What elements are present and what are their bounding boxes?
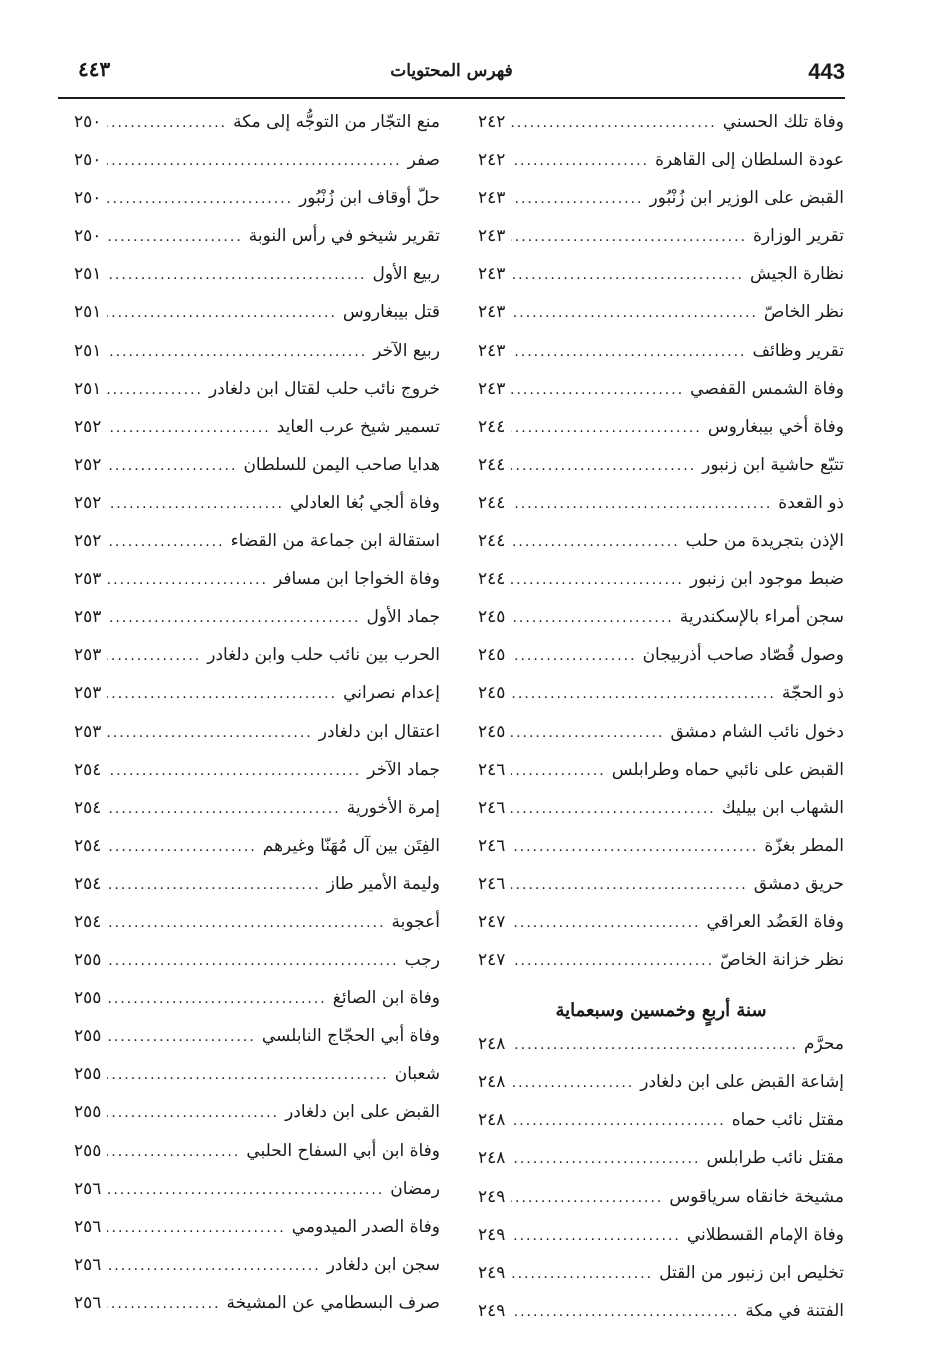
toc-entry [74,341,440,379]
dot-leader [107,572,268,588]
entry-page-number: ٢٤٤ [478,492,506,513]
dot-leader [511,344,746,360]
dot-leader [107,648,201,664]
toc-entry [478,1301,844,1339]
toc-entry [478,341,844,379]
dot-leader [107,305,337,321]
entry-title: تخليص ابن زنبور من القتل [659,1262,844,1283]
toc-entry [74,112,440,150]
entry-page-number: ٢٥٤ [74,873,102,894]
entry-page-number: ٢٤٤ [478,416,506,437]
entry-title: المطر بغزّة [764,835,844,856]
dot-leader [511,1037,798,1053]
toc-entry [74,1255,440,1293]
entry-title: مقتل نائب حماه [731,1110,844,1131]
entry-page-number: ٢٥٥ [74,1064,102,1085]
entry-page-number: ٢٤٢ [478,112,506,132]
entry-page-number: ٢٤٦ [478,797,506,818]
dot-leader [107,153,401,169]
toc-entry [74,760,440,798]
dot-leader [511,1190,663,1206]
toc-entry [74,645,440,683]
entry-title: القبض على ابن دلغادر [285,1102,440,1123]
dot-leader [511,534,679,550]
entry-page-number: ٢٥٣ [74,569,102,590]
entry-title: منع التجّار من التوجُّه إلى مكة [233,112,440,132]
entry-title: وفاة أخي بيبغاروس [707,416,844,437]
entry-title: الفتنة في مكة [745,1300,844,1321]
entry-title: وفاة الشمس القفصي [690,378,844,399]
toc-entry [478,569,844,607]
dot-leader [107,1067,388,1083]
entry-page-number: ٢٤٣ [478,264,506,285]
entry-page-number: ٢٥٠ [74,226,102,247]
entry-title: نظارة الجيش [749,264,844,285]
toc-entry [478,417,844,455]
toc-entry [74,1293,440,1331]
entry-title: وفاة العَضُد العراقي [706,911,844,932]
toc-entry [74,188,440,226]
entry-page-number: ٢٥٥ [74,1102,102,1123]
dot-leader [511,801,715,817]
entry-title: جماد الآخر [367,759,440,780]
entry-title: قتل بيبغاروس [342,302,440,323]
entry-page-number: ٢٥٤ [74,759,102,780]
entry-page-number: ٢٥٥ [74,950,102,971]
toc-entry [478,531,844,569]
toc-entry [478,264,844,302]
dot-leader [107,1105,279,1121]
entry-page-number: ٢٤٨ [478,1072,506,1093]
dot-leader [511,725,664,741]
toc-entry [478,150,844,188]
entry-page-number: ٢٤٩ [478,1262,506,1283]
toc-entry [74,379,440,417]
toc-entry [74,531,440,569]
toc-entry [478,912,844,950]
toc-entry [478,1034,844,1072]
toc-entry [478,302,844,340]
entry-page-number: ٢٤٥ [478,645,506,666]
entry-page-number: ٢٤٨ [478,1034,506,1055]
entry-page-number: ٢٥٤ [74,911,102,932]
dot-leader [107,763,361,779]
toc-entry [74,150,440,188]
entry-page-number: ٢٤٢ [478,150,506,171]
dot-leader [107,191,293,207]
entry-page-number: ٢٤٣ [478,302,506,323]
entry-page-number: ٢٥٥ [74,1140,102,1161]
entry-title: حريق دمشق [753,873,844,894]
toc-entry [478,1225,844,1263]
dot-leader [511,839,758,855]
toc-entry [74,1026,440,1064]
toc-entry [478,112,844,150]
dot-leader [107,382,203,398]
entry-page-number: ٢٥٤ [74,797,102,818]
toc-entry [478,950,844,988]
toc-entry [74,1179,440,1217]
entry-title: الإذن بتجريدة من حلب [685,531,844,552]
toc-entry [74,302,440,340]
dot-leader [511,382,684,398]
entry-page-number: ٢٤٧ [478,911,506,932]
entry-title: إمرة الأخورية [346,797,440,818]
entry-title: مقتل نائب طرابلس [706,1148,844,1169]
entry-page-number: ٢٥٢ [74,454,102,475]
entry-title: ربيع الآخر [373,340,440,361]
entry-title: تسمير شيخ عرب العايد [276,416,440,437]
toc-entry [478,1110,844,1148]
entry-title: حلّ أوقاف ابن زُنْبُور [299,188,440,209]
entry-page-number: ٢٥٦ [74,1216,102,1237]
toc-entry [74,836,440,874]
running-title: فهرس المحتويات [390,61,513,81]
entry-title: إشاعة القبض على ابن دلغادر [640,1072,844,1093]
dot-leader [107,801,340,817]
toc-entry [478,798,844,836]
entry-title: خروج نائب حلب لقتال ابن دلغادر [208,378,440,399]
entry-page-number: ٢٥٣ [74,721,102,742]
entry-title: الفِتَن بين آل مُهَنّا وغيرهم [262,835,440,856]
entry-page-number: ٢٥٢ [74,416,102,437]
entry-title: عودة السلطان إلى القاهرة [655,150,844,171]
toc-entry [74,264,440,302]
entry-page-number: ٢٤٩ [478,1224,506,1245]
dot-leader [107,1144,240,1160]
dot-leader [511,191,643,207]
page-header [58,55,845,99]
toc-entry [74,950,440,988]
entry-title: القبض على نائبي حماه وطرابلس [611,759,844,780]
entry-page-number: ٢٤٤ [478,531,506,552]
toc-entry [478,1263,844,1301]
toc-entry [74,1217,440,1255]
dot-leader [107,915,385,931]
dot-leader [511,305,758,321]
page-number-arabic: ٤٤٣ [78,57,111,81]
toc-entry [478,874,844,912]
entry-page-number: ٢٤٦ [478,873,506,894]
entry-title: سجن أمراء بالإسكندرية [679,607,844,628]
entry-title: القبض على الوزير ابن زُنْبُور [649,188,844,209]
dot-leader [511,1113,725,1129]
entry-title: ذو القعدة [778,492,844,513]
entry-title: مشيخة خانقاه سرياقوس [669,1186,844,1207]
dot-leader [107,991,326,1007]
entry-title: أعجوبة [391,911,440,932]
entry-page-number: ٢٤٣ [478,226,506,247]
dot-leader [511,648,636,664]
dot-leader [107,115,227,131]
entry-title: اعتقال ابن دلغادر [318,721,440,742]
dot-leader [511,153,649,169]
dot-leader [107,725,312,741]
entry-title: دخول نائب الشام دمشق [670,721,844,742]
left-column [74,112,440,1331]
toc-entry [74,226,440,264]
dot-leader [107,344,367,360]
entry-title: وفاة الخواجا ابن مسافر [273,569,440,590]
entry-title: الحرب بين نائب حلب وابن دلغادر [207,645,440,666]
toc-entry [478,683,844,721]
entry-title: نظر الخاصّ [763,302,844,323]
entry-page-number: ٢٤٨ [478,1148,506,1169]
page-number-latin: 443 [808,59,845,84]
dot-leader [511,420,701,436]
toc-entry [478,607,844,645]
entry-page-number: ٢٥٠ [74,112,102,132]
dot-leader [107,458,237,474]
toc-entry [74,1102,440,1140]
dot-leader [511,763,605,779]
entry-page-number: ٢٥٢ [74,531,102,552]
dot-leader [107,877,320,893]
entry-page-number: ٢٤٩ [478,1186,506,1207]
dot-leader [511,115,716,131]
entry-page-number: ٢٥٤ [74,835,102,856]
entry-page-number: ٢٤٧ [478,950,506,971]
entry-title: وفاة تلك الحسني [722,112,844,132]
dot-leader [511,877,747,893]
toc-entry [478,226,844,264]
entry-page-number: ٢٥٠ [74,150,102,171]
entry-page-number: ٢٥٥ [74,1026,102,1047]
toc-entry [74,798,440,836]
entry-title: ذو الحجّة [781,683,844,704]
entry-title: رمضان [390,1178,440,1199]
dot-leader [511,686,775,702]
dot-leader [107,1296,220,1312]
entry-title: شعبان [394,1064,440,1085]
entry-page-number: ٢٥٢ [74,492,102,513]
entry-page-number: ٢٤٨ [478,1110,506,1131]
entry-title: هدايا صاحب اليمن للسلطان [243,454,440,475]
toc-entry [74,1141,440,1179]
dot-leader [511,1151,700,1167]
toc-entry [74,722,440,760]
entry-page-number: ٢٤٥ [478,721,506,742]
dot-leader [107,1182,384,1198]
toc-entry [478,760,844,798]
dot-leader [107,496,284,512]
entry-title: وليمة الأمير طاز [326,873,440,894]
toc-entry [74,1064,440,1102]
dot-leader [511,267,744,283]
dot-leader [107,610,360,626]
dot-leader [107,1258,320,1274]
entry-title: ضبط موجود ابن زنبور [689,569,844,590]
toc-entry [478,722,844,760]
dot-leader [107,1220,285,1236]
dot-leader [107,420,270,436]
entry-page-number: ٢٤٣ [478,188,506,209]
entry-page-number: ٢٥٣ [74,683,102,704]
dot-leader [107,1029,255,1045]
dot-leader [511,1304,739,1320]
entry-title: وفاة الإمام القسطلاني [686,1224,844,1245]
entry-page-number: ٢٤٤ [478,569,506,590]
year-section-title: سنة أربعٍ وخمسين وسبعماية [555,1000,767,1022]
toc-entry [74,683,440,721]
entry-page-number: ٢٤٣ [478,340,506,361]
dot-leader [511,496,772,512]
dot-leader [107,839,256,855]
toc-entry [478,1187,844,1225]
toc-entry [478,1148,844,1186]
dot-leader [511,229,747,245]
dot-leader [511,953,714,969]
dot-leader [511,458,696,474]
toc-entry [74,569,440,607]
entry-title: وفاة ابن أبي السفاح الحلبي [246,1140,440,1161]
entry-page-number: ٢٥١ [74,264,102,285]
entry-title: الشهاب ابن بيليك [721,797,844,818]
entry-title: وفاة أبي الحجّاج النابلسي [261,1026,440,1047]
dot-leader [107,534,224,550]
entry-title: تتبّع حاشية ابن زنبور [702,454,844,475]
dot-leader [511,915,700,931]
entry-page-number: ٢٤٣ [478,378,506,399]
toc-entry [478,493,844,531]
dot-leader [511,572,683,588]
dot-leader [107,229,242,245]
entry-page-number: ٢٥٣ [74,607,102,628]
entry-page-number: ٢٥١ [74,340,102,361]
toc-entry [74,417,440,455]
entry-page-number: ٢٤٦ [478,759,506,780]
toc-entry [478,1072,844,1110]
entry-title: رجب [404,950,440,971]
dot-leader [511,1075,634,1091]
entry-page-number: ٢٥١ [74,302,102,323]
entry-page-number: ٢٤٥ [478,683,506,704]
toc-entry [74,988,440,1026]
toc-entry [74,912,440,950]
dot-leader [511,610,673,626]
entry-title: ربيع الأول [372,264,440,285]
entry-page-number: ٢٥٣ [74,645,102,666]
entry-page-number: ٢٥٠ [74,188,102,209]
toc-entry [74,874,440,912]
dot-leader [107,686,337,702]
toc-entry [478,188,844,226]
entry-title: وفاة ألجي بُغا العادلي [290,492,440,513]
toc-entry [478,836,844,874]
entry-title: محرَّم [804,1034,844,1055]
entry-title: صرف البسطامي عن المشيخة [226,1292,440,1313]
entry-page-number: ٢٤٥ [478,607,506,628]
dot-leader [511,1266,653,1282]
entry-page-number: ٢٥١ [74,378,102,399]
toc-entry [74,455,440,493]
entry-page-number: ٢٤٤ [478,454,506,475]
toc-entry [478,455,844,493]
entry-title: سجن ابن دلغادر [326,1254,440,1275]
entry-title: وفاة ابن الصائغ [332,988,440,1009]
entry-title: وفاة الصدر الميدومي [291,1216,440,1237]
entry-title: تقرير شيخو في رأس النوبة [248,226,440,247]
toc-entry [74,607,440,645]
entry-title: استقالة ابن جماعة من القضاء [230,531,440,552]
entry-page-number: ٢٥٦ [74,1178,102,1199]
entry-title: نظر خزانة الخاصّ [720,950,844,971]
entry-page-number: ٢٤٩ [478,1300,506,1321]
dot-leader [107,267,366,283]
entry-page-number: ٢٥٥ [74,988,102,1009]
toc-entry [74,493,440,531]
entry-title: تقرير وظائف [752,340,844,361]
entry-page-number: ٢٥٦ [74,1292,102,1313]
entry-page-number: ٢٤٦ [478,835,506,856]
entry-title: وصول قُصّاد صاحب أذربيجان [642,645,844,666]
dot-leader [107,953,398,969]
entry-title: تقرير الوزارة [753,226,844,247]
entry-title: جماد الأول [366,607,440,628]
entry-title: صفر [407,150,440,171]
right-column [478,112,844,1339]
entry-title: إعدام نصراني [343,683,440,704]
entry-page-number: ٢٥٦ [74,1254,102,1275]
toc-entry [478,379,844,417]
dot-leader [511,1228,680,1244]
toc-entry [478,645,844,683]
